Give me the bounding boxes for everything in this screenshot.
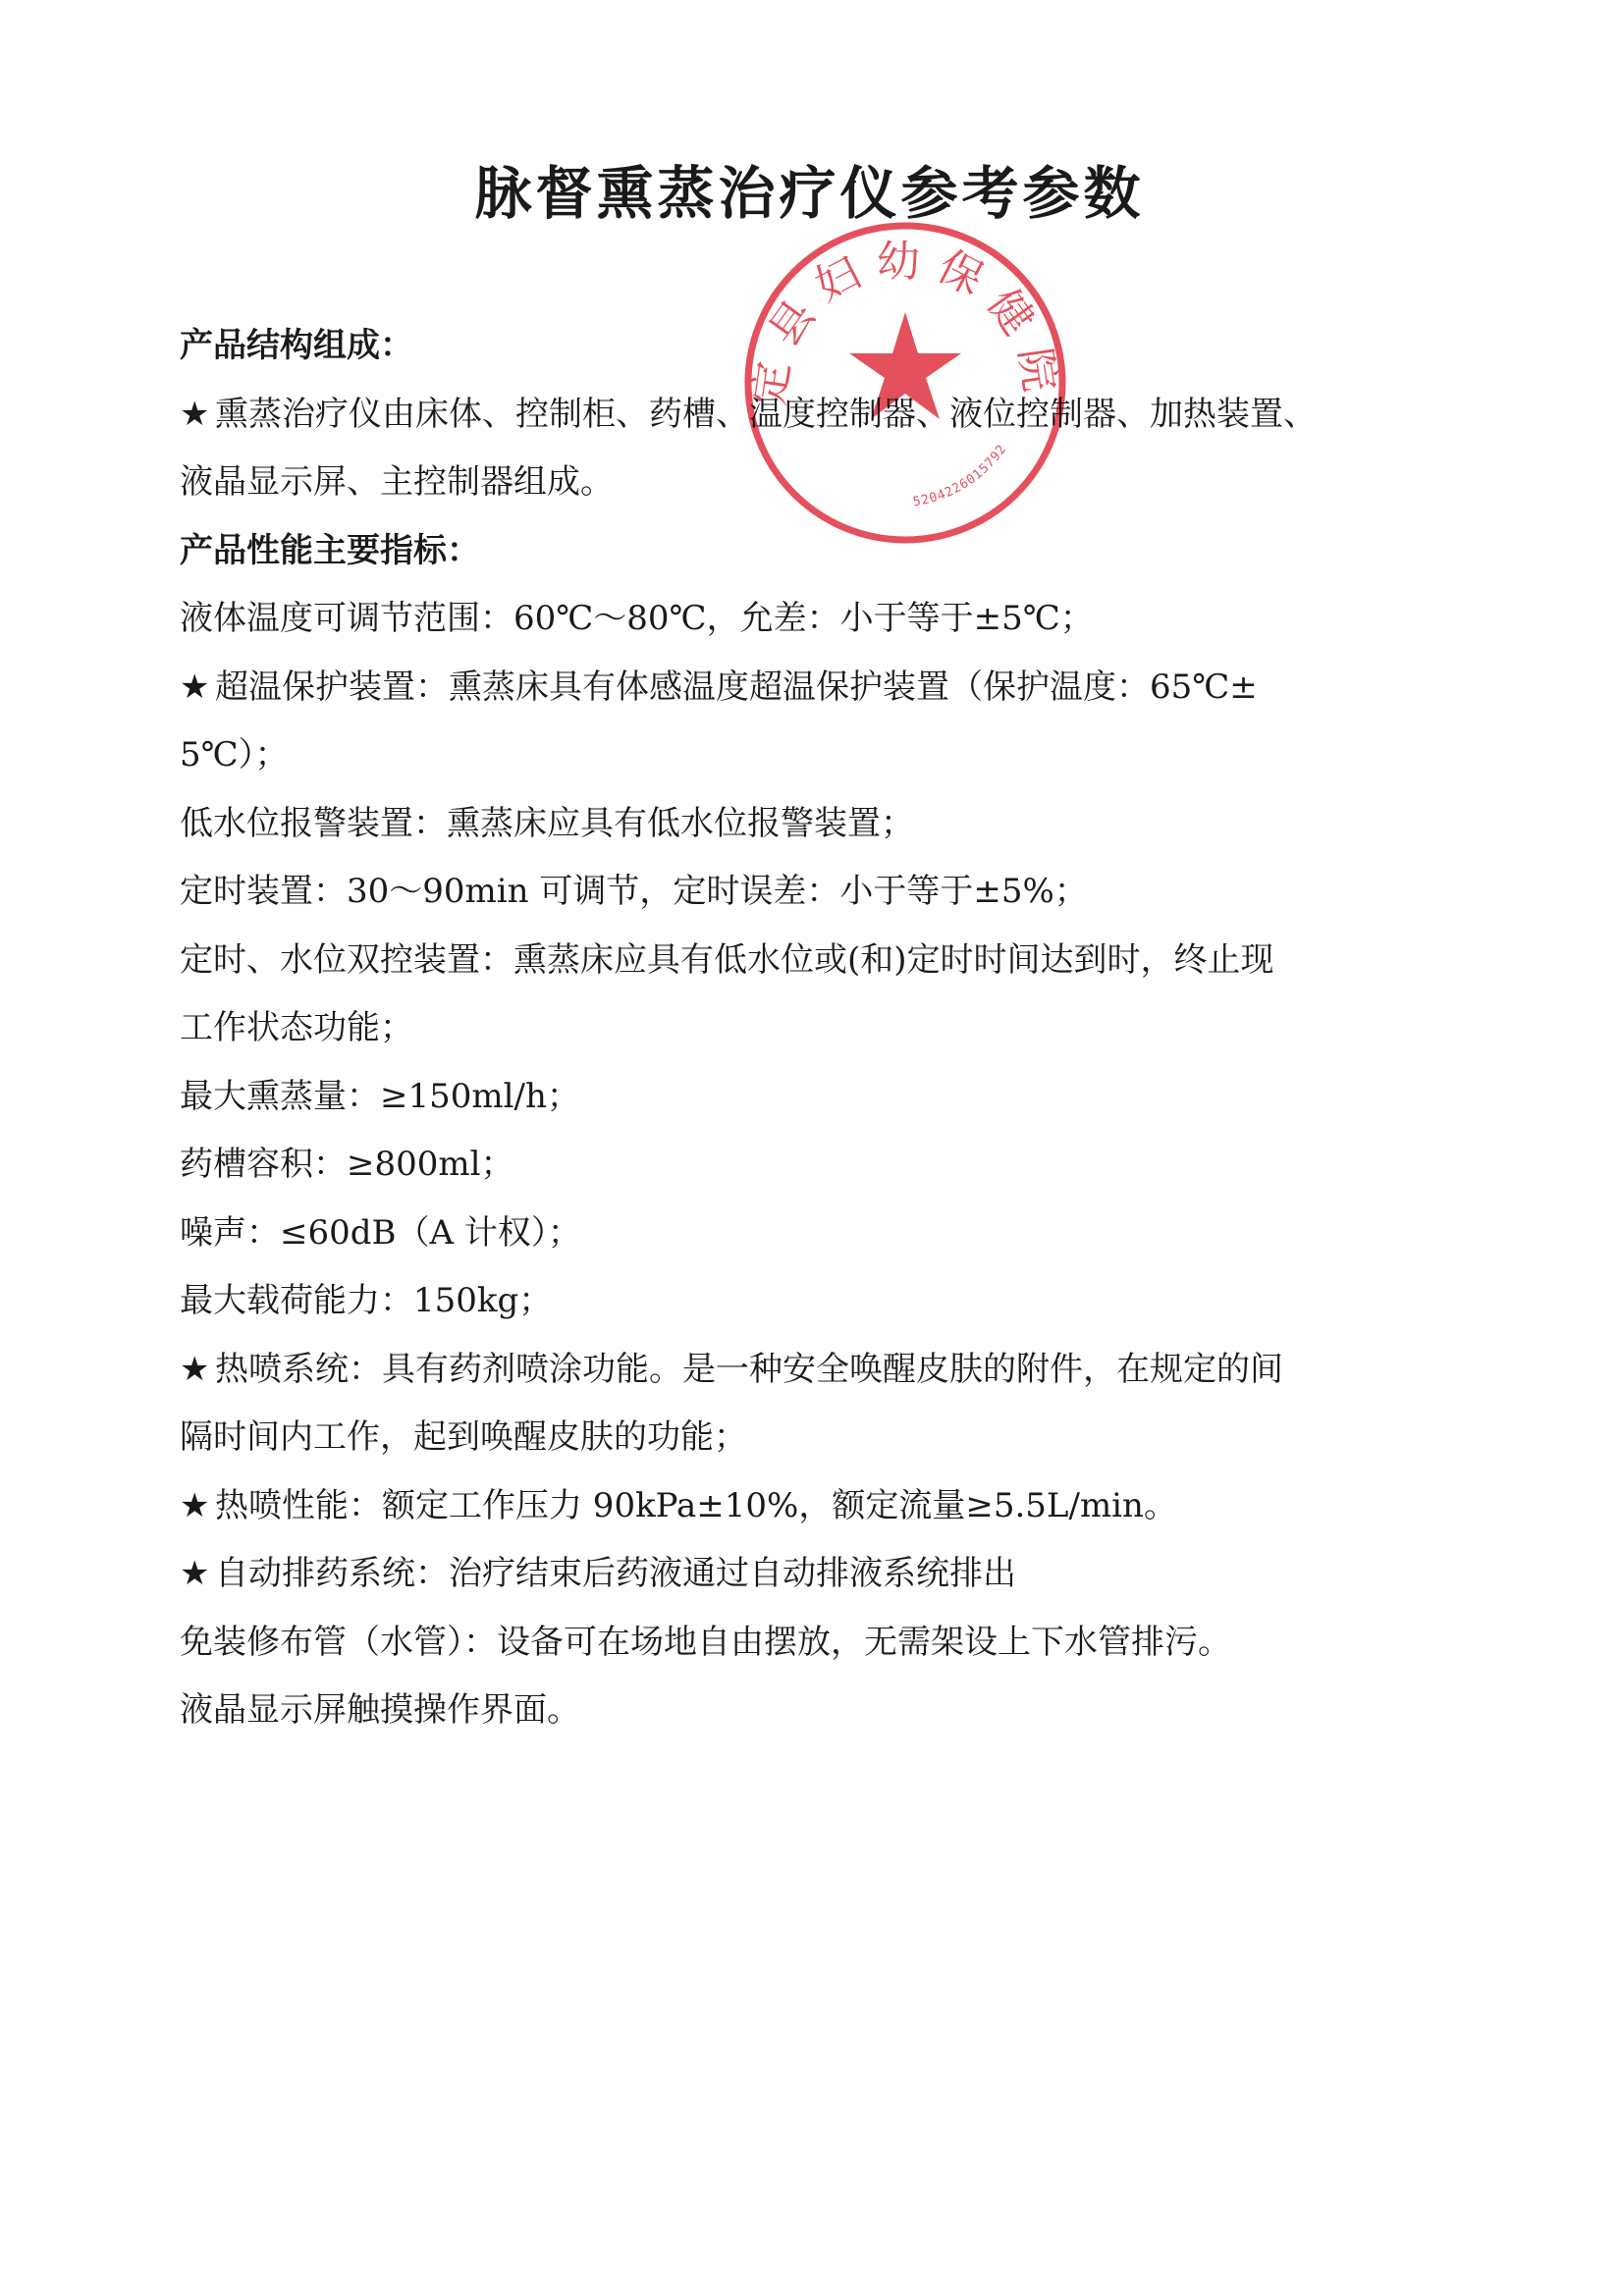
spec-line — [180, 1336, 1446, 1405]
line-text: 自动排药系统：治疗结束后药液通过自动排液系统排出 — [215, 1554, 1016, 1593]
spec-line — [180, 1131, 1446, 1200]
star-icon: ★ — [180, 1554, 210, 1593]
line-text: 最大载荷能力：150kg； — [180, 1281, 553, 1320]
line-text: 定时、水位双控装置：熏蒸床应具有低水位或(和)定时时间达到时，终止现 — [180, 939, 1274, 980]
spec-line — [180, 1267, 1446, 1336]
line-text: 工作状态功能； — [180, 1008, 413, 1047]
spec-line — [180, 1063, 1446, 1132]
line-text: 产品结构组成： — [180, 326, 413, 365]
seal-code-text: 5204226015792 — [911, 442, 1010, 510]
line-text: 5℃）； — [180, 735, 289, 774]
seal-star-icon — [849, 312, 961, 419]
spec-line — [180, 790, 1446, 859]
spec-line — [180, 858, 1446, 927]
svg-text:5204226015792 — [912, 442, 1010, 509]
spec-line — [180, 654, 1446, 722]
line-text: 噪声：≤60dB（A 计权）； — [180, 1212, 581, 1253]
line-text: 低水位报警装置：熏蒸床应具有低水位报警装置； — [180, 803, 914, 843]
document-title: 脉督熏蒸治疗仪参考参数 — [474, 160, 1145, 227]
line-text: 熏蒸治疗仪由床体、控制柜、药槽、温度控制器、液位控制器、加热装置、 — [215, 394, 1317, 434]
line-text: 药槽容积：≥800ml； — [180, 1145, 514, 1184]
line-text: 产品性能主要指标： — [180, 530, 480, 570]
line-text: 超温保护装置：熏蒸床具有体感温度超温保护装置（保护温度：65℃± — [215, 667, 1258, 707]
star-icon: ★ — [180, 1349, 210, 1389]
spec-line — [180, 927, 1446, 995]
spec-line — [180, 1540, 1446, 1609]
star-icon: ★ — [180, 1485, 210, 1525]
spec-line — [180, 994, 1446, 1063]
line-text: 定时装置：30～90min 可调节，定时误差：小于等于±5%； — [180, 872, 1088, 911]
line-text: 最大熏蒸量：≥150ml/h； — [180, 1076, 580, 1116]
spec-line — [180, 1677, 1446, 1745]
spec-line — [180, 1609, 1446, 1678]
spec-line — [180, 585, 1446, 654]
line-text: 液晶显示屏、主控制器组成。 — [180, 462, 614, 502]
spec-line — [180, 721, 1446, 790]
spec-line — [180, 1200, 1446, 1268]
line-text: 隔时间内工作，起到唤醒皮肤的功能； — [180, 1417, 747, 1457]
spec-line — [180, 1404, 1446, 1472]
seal-arc-text: 定县妇幼保健院 — [743, 236, 1067, 408]
spec-line — [180, 1472, 1446, 1541]
line-text: 热喷系统：具有药剂喷涂功能。是一种安全唤醒皮肤的附件，在规定的间 — [215, 1349, 1283, 1389]
official-seal-stamp — [738, 216, 1072, 550]
line-text: 液晶显示屏触摸操作界面。 — [180, 1690, 580, 1730]
line-text: 液体温度可调节范围：60℃～80℃，允差：小于等于±5℃； — [180, 599, 1094, 638]
star-icon: ★ — [180, 394, 210, 434]
line-text: 热喷性能：额定工作压力 90kPa±10%，额定流量≥5.5L/min。 — [215, 1485, 1177, 1525]
line-text: 免装修布管（水管）：设备可在场地自由摆放，无需架设上下水管排污。 — [180, 1622, 1231, 1662]
star-icon: ★ — [180, 667, 210, 707]
